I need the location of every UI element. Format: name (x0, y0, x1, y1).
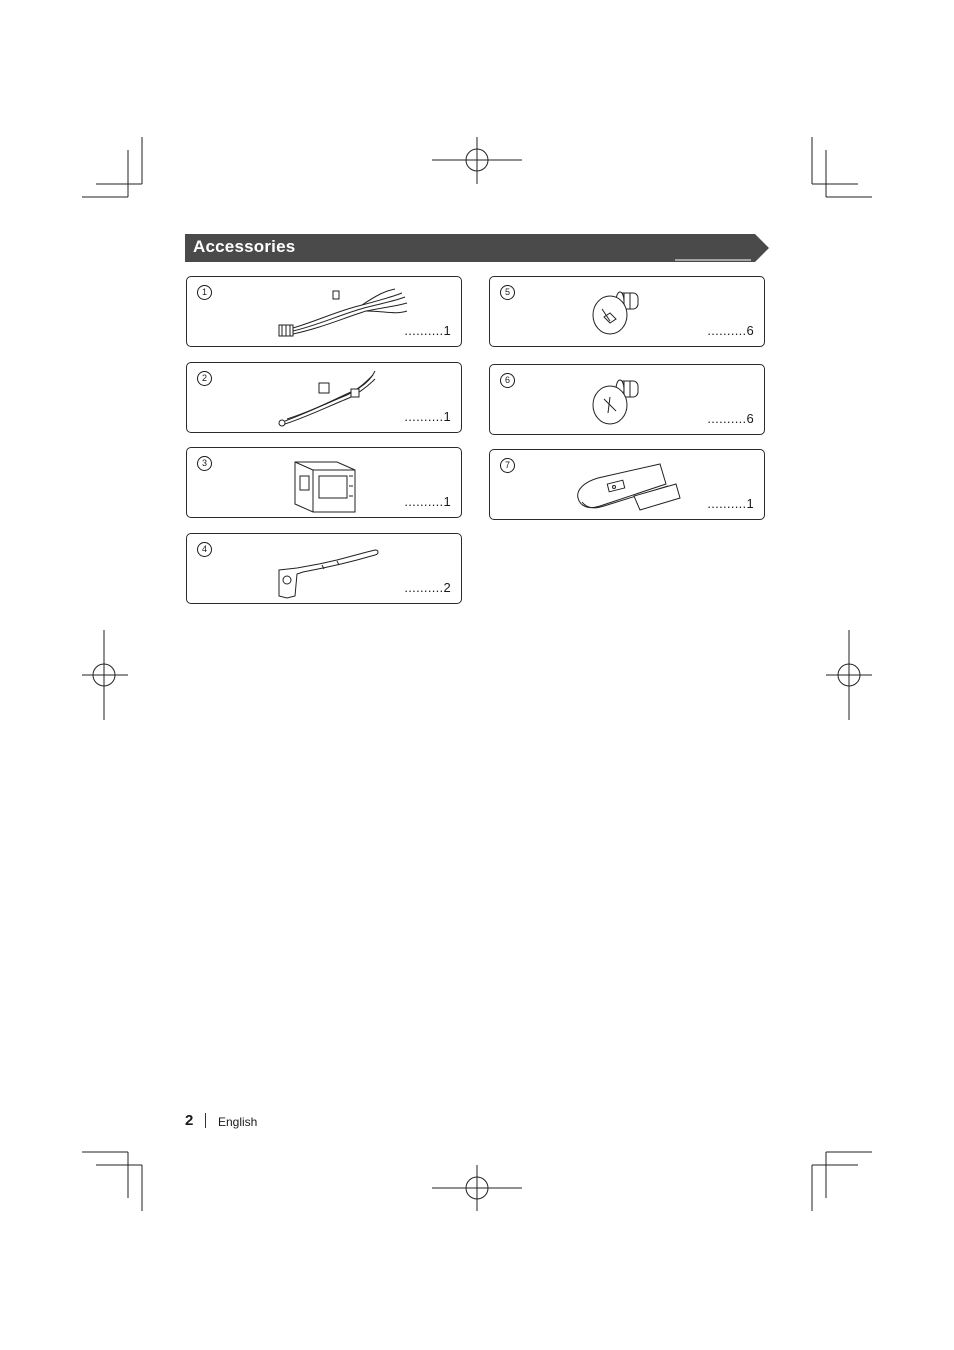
footer-language: English (218, 1115, 258, 1129)
footer-separator (205, 1113, 206, 1128)
item-number: 4 (197, 542, 212, 557)
item-quantity: ..........6 (707, 411, 754, 426)
page-number: 2 (185, 1112, 194, 1129)
item-quantity: ..........1 (404, 409, 451, 424)
accessory-item-2 (186, 362, 462, 433)
accessory-item-4 (186, 533, 462, 604)
item-number: 6 (500, 373, 515, 388)
accessory-item-6 (489, 364, 765, 435)
mounting-sleeve-icon (267, 452, 417, 514)
removal-tool-icon (267, 538, 417, 600)
accessory-item-1 (186, 276, 462, 347)
remote-holder-icon (570, 454, 720, 516)
item-quantity: ..........2 (404, 580, 451, 595)
section-title: Accessories (193, 237, 296, 256)
accessory-item-3 (186, 447, 462, 518)
item-quantity: ..........1 (707, 496, 754, 511)
extension-cord-icon (267, 367, 417, 429)
flat-head-screw-icon (570, 369, 720, 431)
item-quantity: ..........1 (404, 323, 451, 338)
item-quantity: ..........1 (404, 494, 451, 509)
item-number: 1 (197, 285, 212, 300)
wiring-harness-icon (267, 281, 417, 343)
accessory-item-5 (489, 276, 765, 347)
pan-head-screw-icon (570, 281, 720, 343)
accessory-item-7 (489, 449, 765, 520)
item-quantity: ..........6 (707, 323, 754, 338)
item-number: 2 (197, 371, 212, 386)
item-number: 5 (500, 285, 515, 300)
item-number: 3 (197, 456, 212, 471)
item-number: 7 (500, 458, 515, 473)
